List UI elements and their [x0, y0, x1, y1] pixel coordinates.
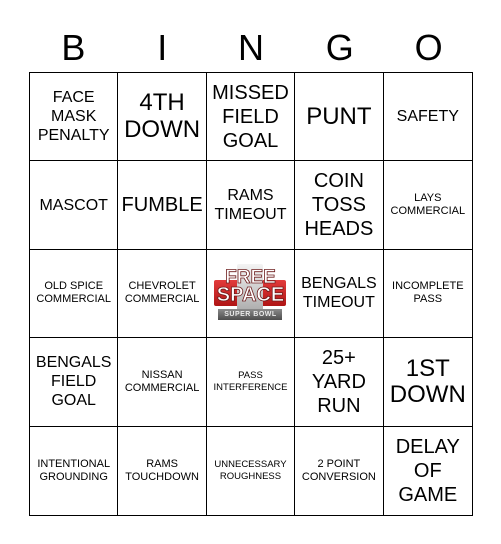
cell-text: BENGALS TIMEOUT	[301, 275, 377, 312]
bingo-cell[interactable]	[384, 161, 472, 249]
bingo-cell[interactable]	[30, 338, 118, 426]
header-letter-g: G	[325, 27, 354, 68]
cell-text: FACE MASK PENALTY	[37, 88, 110, 145]
bingo-cell[interactable]	[30, 73, 118, 161]
free-space-line2: SPACE	[216, 284, 285, 307]
bingo-cell[interactable]	[30, 427, 118, 515]
cell-text: 1ST DOWN	[389, 354, 466, 408]
logo-caption: SUPER BOWL	[218, 309, 282, 320]
cell-text: COIN TOSS HEADS	[304, 170, 374, 241]
bingo-cell[interactable]	[295, 427, 383, 515]
cell-text: NISSAN COMMERCIAL	[124, 368, 200, 394]
bingo-cell[interactable]	[30, 250, 118, 338]
bingo-cell[interactable]	[118, 161, 206, 249]
bingo-cell[interactable]	[384, 427, 472, 515]
cell-text: MASCOT	[39, 196, 108, 214]
free-space-cell[interactable]	[207, 250, 295, 338]
cell-text: PASS INTERFERENCE	[213, 370, 288, 393]
header-letter-b: B	[61, 27, 86, 68]
bingo-cell[interactable]	[118, 250, 206, 338]
cell-text: LAYS COMMERCIAL	[390, 191, 466, 218]
cell-text: INCOMPLETE PASS	[392, 280, 464, 306]
cell-text: 4TH DOWN	[124, 89, 201, 143]
cell-text: INTENTIONAL GROUNDING	[37, 457, 111, 483]
cell-text: CHEVROLET COMMERCIAL	[124, 280, 200, 306]
cell-text: RAMS TIMEOUT	[214, 186, 287, 224]
cell-text: 25+ YARD RUN	[311, 346, 366, 417]
bingo-cell[interactable]	[384, 338, 472, 426]
bingo-cell[interactable]	[118, 338, 206, 426]
cell-text: RAMS TOUCHDOWN	[125, 457, 199, 483]
header-letter-o: O	[414, 27, 443, 68]
cell-text: UNNECESSARY ROUGHNESS	[214, 458, 287, 482]
cell-text: MISSED FIELD GOAL	[212, 81, 289, 152]
cell-text: OLD SPICE COMMERCIAL	[36, 280, 111, 306]
cell-text: DELAY OF GAME	[395, 435, 460, 506]
cell-text: BENGALS FIELD GOAL	[35, 354, 112, 410]
bingo-grid	[29, 72, 473, 516]
free-space-line1: FREE	[225, 267, 276, 289]
cell-text: PUNT	[306, 102, 372, 130]
super-bowl-logo	[210, 262, 290, 324]
bingo-cell[interactable]	[207, 73, 295, 161]
bingo-header	[29, 24, 473, 72]
cell-text: FUMBLE	[121, 194, 203, 217]
bingo-cell[interactable]	[207, 338, 295, 426]
bingo-cell[interactable]	[295, 73, 383, 161]
bingo-cell[interactable]	[384, 73, 472, 161]
bingo-cell[interactable]	[118, 73, 206, 161]
header-letter-i: I	[157, 27, 168, 68]
bingo-cell[interactable]	[295, 338, 383, 426]
bingo-cell[interactable]	[207, 161, 295, 249]
bingo-cell[interactable]	[295, 250, 383, 338]
bingo-cell[interactable]	[118, 427, 206, 515]
cell-text: SAFETY	[396, 108, 459, 126]
header-letter-n: N	[237, 27, 264, 68]
bingo-cell[interactable]	[30, 161, 118, 249]
cell-text: 2 POINT CONVERSION	[301, 457, 376, 483]
bingo-cell[interactable]	[384, 250, 472, 338]
bingo-cell[interactable]	[295, 161, 383, 249]
bingo-cell[interactable]	[207, 427, 295, 515]
